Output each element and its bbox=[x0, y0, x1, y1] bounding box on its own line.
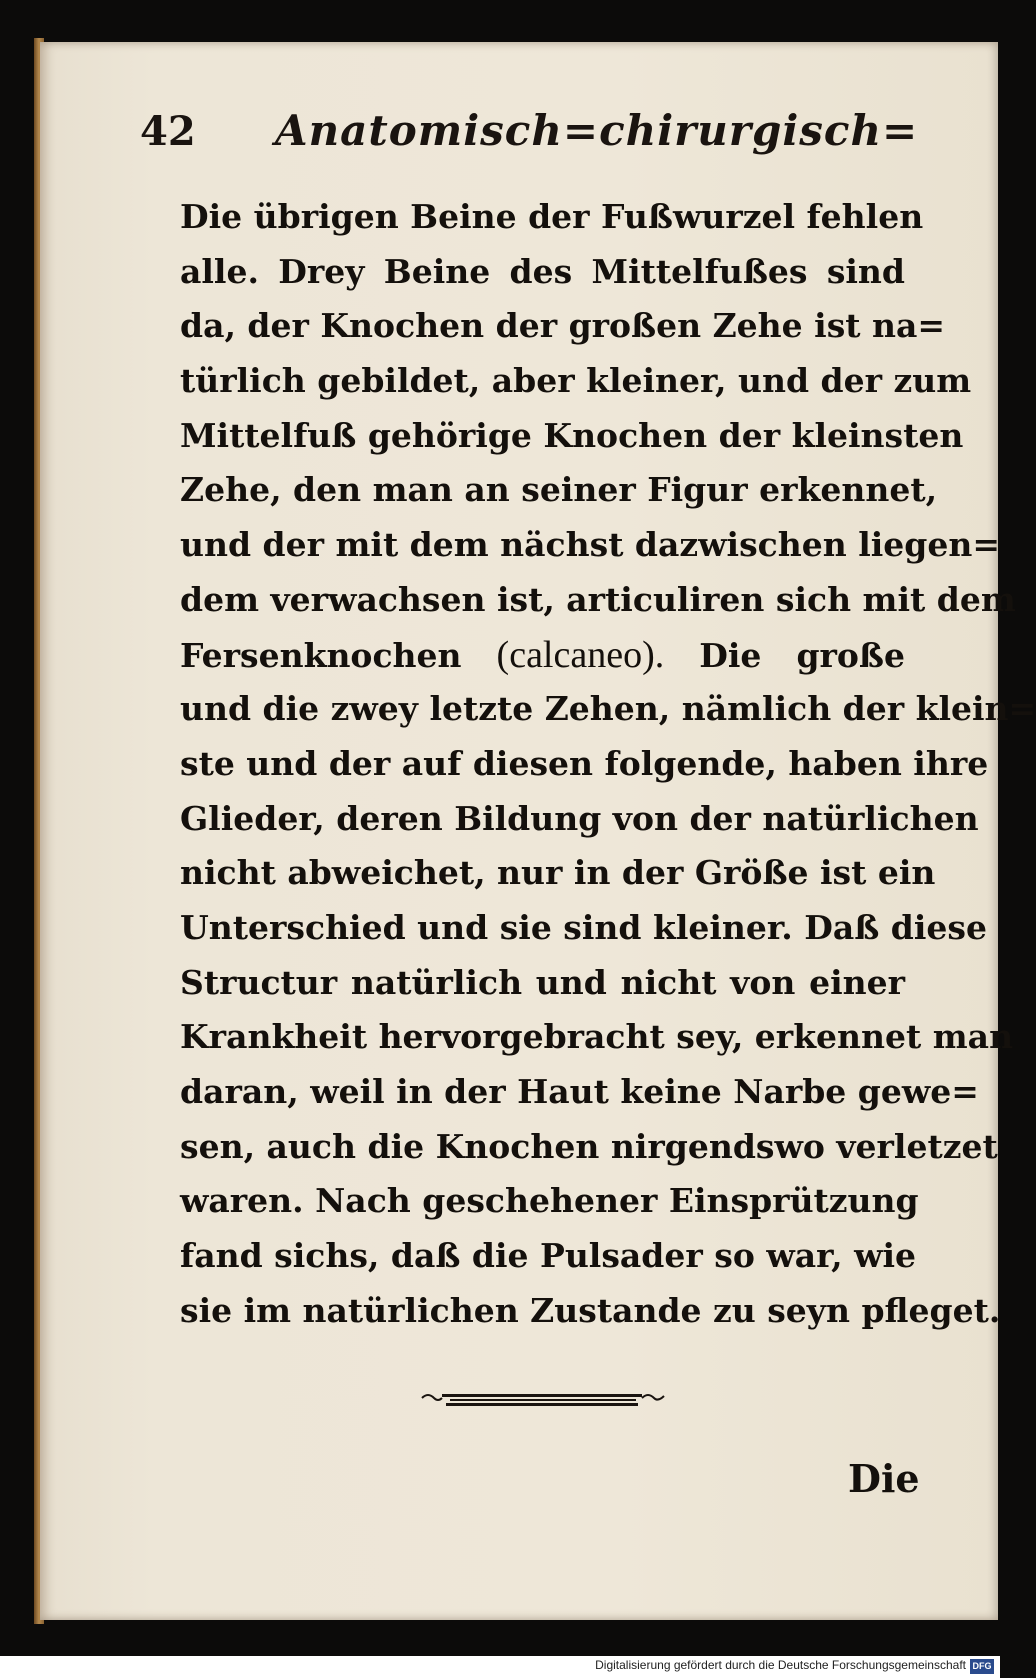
catchword: Die bbox=[848, 1456, 920, 1501]
text-line: da, der Knochen der großen Zehe ist na= bbox=[180, 306, 946, 346]
text-fragment: Die große bbox=[699, 635, 905, 675]
ornamental-rule bbox=[420, 1388, 668, 1410]
text-line: und der mit dem nächst dazwischen liegen= bbox=[180, 525, 1000, 565]
dfg-logo: DFG bbox=[970, 1659, 994, 1674]
running-title: Anatomisch=chirurgisch= bbox=[275, 106, 919, 155]
text-line: türlich gebildet, aber kleiner, und der zum bbox=[180, 361, 972, 401]
text-line: Krankheit hervorgebracht sey, erkennet man bbox=[180, 1017, 1014, 1057]
text-line: alle. Drey Beine des Mittelfußes sind bbox=[180, 251, 905, 291]
text-line: sie im natürlichen Zustande zu seyn pfleget. bbox=[180, 1290, 1001, 1330]
text-line: Glieder, deren Bildung von der natürlichen bbox=[180, 798, 979, 838]
text-line: Structur natürlich und nicht von einer bbox=[180, 962, 905, 1002]
text-fragment: Fersenknochen bbox=[180, 635, 462, 675]
text-line: und die zwey letzte Zehen, nämlich der klein= bbox=[180, 689, 1036, 729]
page-number: 42 bbox=[140, 108, 196, 155]
text-line: nicht abweichet, nur in der Größe ist ein bbox=[180, 853, 936, 893]
footer-bar bbox=[0, 1656, 1000, 1678]
text-line: Zehe, den man an seiner Figur erkennet, bbox=[180, 470, 938, 510]
text-line: dem verwachsen ist, articuliren sich mit dem bbox=[180, 579, 1016, 619]
body-text bbox=[180, 190, 1036, 1338]
text-line: Unterschied und sie sind kleiner. Daß diese bbox=[180, 907, 987, 947]
footer-credit: Digitalisierung gefördert durch die Deutsche Forschungsgemeinschaft bbox=[595, 1658, 966, 1672]
text-line: fand sichs, daß die Pulsader so war, wie bbox=[180, 1236, 917, 1276]
text-line: Mittelfuß gehörige Knochen der kleinsten bbox=[180, 415, 964, 455]
running-head bbox=[140, 100, 919, 170]
text-line: waren. Nach geschehener Einsprützung bbox=[180, 1181, 919, 1221]
text-line: Die übrigen Beine der Fußwurzel fehlen bbox=[180, 197, 924, 236]
text-line-with-latin bbox=[180, 628, 905, 683]
text-line: ste und der auf diesen folgende, haben ihre bbox=[180, 743, 989, 783]
latin-term: (calcaneo). bbox=[496, 633, 665, 676]
text-line: sen, auch die Knochen nirgendswo verletzet bbox=[180, 1126, 998, 1166]
text-line: daran, weil in der Haut keine Narbe gewe= bbox=[180, 1072, 979, 1111]
